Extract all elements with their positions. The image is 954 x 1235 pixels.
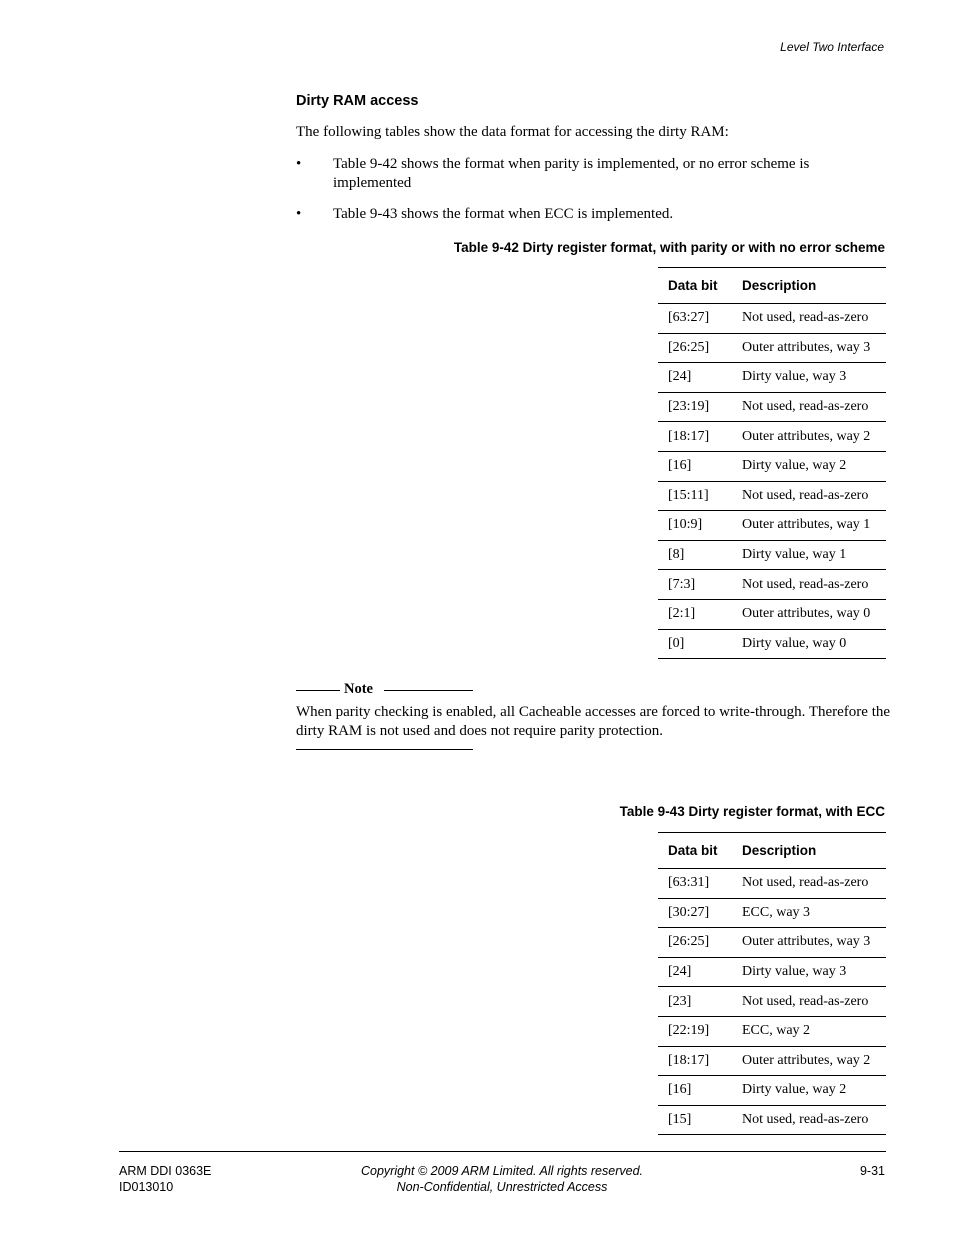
data-bit-cell: [10:9]	[658, 511, 732, 541]
description-cell: Not used, read-as-zero	[732, 869, 886, 899]
table-row	[658, 898, 886, 928]
data-bit-cell: [16]	[658, 1076, 732, 1106]
description-cell: Not used, read-as-zero	[732, 481, 886, 511]
column-header: Description	[732, 268, 886, 304]
description-cell: Dirty value, way 2	[732, 451, 886, 481]
page-number: 9-31	[859, 1164, 885, 1178]
table-row	[658, 987, 886, 1017]
bullet-item	[296, 205, 856, 225]
data-bit-cell: [8]	[658, 540, 732, 570]
table-caption: Table 9-43 Dirty register format, with ECC	[619, 804, 885, 819]
table-row	[658, 363, 886, 393]
description-cell: Dirty value, way 2	[732, 1076, 886, 1106]
description-cell: Not used, read-as-zero	[732, 1105, 886, 1135]
table-header-row	[658, 268, 886, 304]
table-row	[658, 869, 886, 899]
data-bit-cell: [23:19]	[658, 392, 732, 422]
footer-doc-number: ARM DDI 0363E	[119, 1164, 212, 1178]
note-rule-left	[296, 690, 340, 691]
table-row	[658, 599, 886, 629]
table-row	[658, 1016, 886, 1046]
data-bit-cell: [24]	[658, 363, 732, 393]
table-row	[658, 333, 886, 363]
description-cell: Not used, read-as-zero	[732, 987, 886, 1017]
data-bit-cell: [23]	[658, 987, 732, 1017]
description-cell: Dirty value, way 0	[732, 629, 886, 659]
description-cell: Outer attributes, way 3	[732, 928, 886, 958]
table-row	[658, 511, 886, 541]
description-cell: Outer attributes, way 3	[732, 333, 886, 363]
description-cell: Outer attributes, way 1	[732, 511, 886, 541]
table-row	[658, 451, 886, 481]
note-text: When parity checking is enabled, all Cacheable accesses are forced to write-through. Therefore the dirty RAM is not used and does not require parity protection.	[296, 704, 891, 739]
description-cell: Dirty value, way 3	[732, 363, 886, 393]
data-bit-cell: [30:27]	[658, 898, 732, 928]
description-cell: Dirty value, way 1	[732, 540, 886, 570]
table-row	[658, 570, 886, 600]
bullet-symbol: •	[296, 206, 302, 222]
dirty-register-table-ecc	[658, 832, 886, 1135]
table-row	[658, 1076, 886, 1106]
bullet-text: Table 9-42 shows the format when parity is implemented, or no error scheme is implemented	[333, 156, 810, 191]
table-row	[658, 629, 886, 659]
description-cell: Not used, read-as-zero	[732, 392, 886, 422]
data-bit-cell: [18:17]	[658, 422, 732, 452]
data-bit-cell: [26:25]	[658, 928, 732, 958]
description-cell: Not used, read-as-zero	[732, 304, 886, 334]
data-bit-cell: [26:25]	[658, 333, 732, 363]
table-row	[658, 957, 886, 987]
description-cell: Not used, read-as-zero	[732, 570, 886, 600]
table-row	[658, 422, 886, 452]
footer-copyright: Copyright © 2009 ARM Limited. All rights reserved.	[360, 1164, 643, 1178]
column-header: Data bit	[658, 268, 732, 304]
footer-doc-id: ID013010	[119, 1180, 174, 1194]
note-rule-bottom	[296, 749, 473, 750]
description-cell: Outer attributes, way 2	[732, 1046, 886, 1076]
description-cell: Outer attributes, way 0	[732, 599, 886, 629]
description-cell: ECC, way 2	[732, 1016, 886, 1046]
table-row	[658, 1105, 886, 1135]
data-bit-cell: [22:19]	[658, 1016, 732, 1046]
description-cell: Outer attributes, way 2	[732, 422, 886, 452]
table-header-row	[658, 833, 886, 869]
table-row	[658, 928, 886, 958]
table-row	[658, 481, 886, 511]
table-row	[658, 1046, 886, 1076]
data-bit-cell: [15]	[658, 1105, 732, 1135]
data-bit-cell: [0]	[658, 629, 732, 659]
running-header: Level Two Interface	[780, 40, 884, 54]
data-bit-cell: [16]	[658, 451, 732, 481]
column-header: Data bit	[658, 833, 732, 869]
section-title: Dirty RAM access	[296, 93, 419, 109]
data-bit-cell: [24]	[658, 957, 732, 987]
data-bit-cell: [7:3]	[658, 570, 732, 600]
data-bit-cell: [63:31]	[658, 869, 732, 899]
table-caption: Table 9-42 Dirty register format, with parity or with no error scheme	[453, 240, 885, 255]
note-label: Note	[344, 681, 373, 697]
data-bit-cell: [18:17]	[658, 1046, 732, 1076]
intro-paragraph: The following tables show the data format for accessing the dirty RAM:	[296, 124, 729, 140]
data-bit-cell: [15:11]	[658, 481, 732, 511]
description-cell: ECC, way 3	[732, 898, 886, 928]
dirty-register-table-parity	[658, 267, 886, 659]
note-rule-right	[384, 690, 473, 691]
footer-confidentiality: Non-Confidential, Unrestricted Access	[396, 1180, 608, 1194]
bullet-text: Table 9-43 shows the format when ECC is implemented.	[333, 206, 674, 222]
data-bit-cell: [2:1]	[658, 599, 732, 629]
column-header: Description	[732, 833, 886, 869]
table-row	[658, 304, 886, 334]
bullet-symbol: •	[296, 156, 302, 172]
footer-rule	[119, 1151, 886, 1152]
description-cell: Dirty value, way 3	[732, 957, 886, 987]
bullet-item	[296, 155, 856, 195]
data-bit-cell: [63:27]	[658, 304, 732, 334]
table-row	[658, 392, 886, 422]
table-row	[658, 540, 886, 570]
